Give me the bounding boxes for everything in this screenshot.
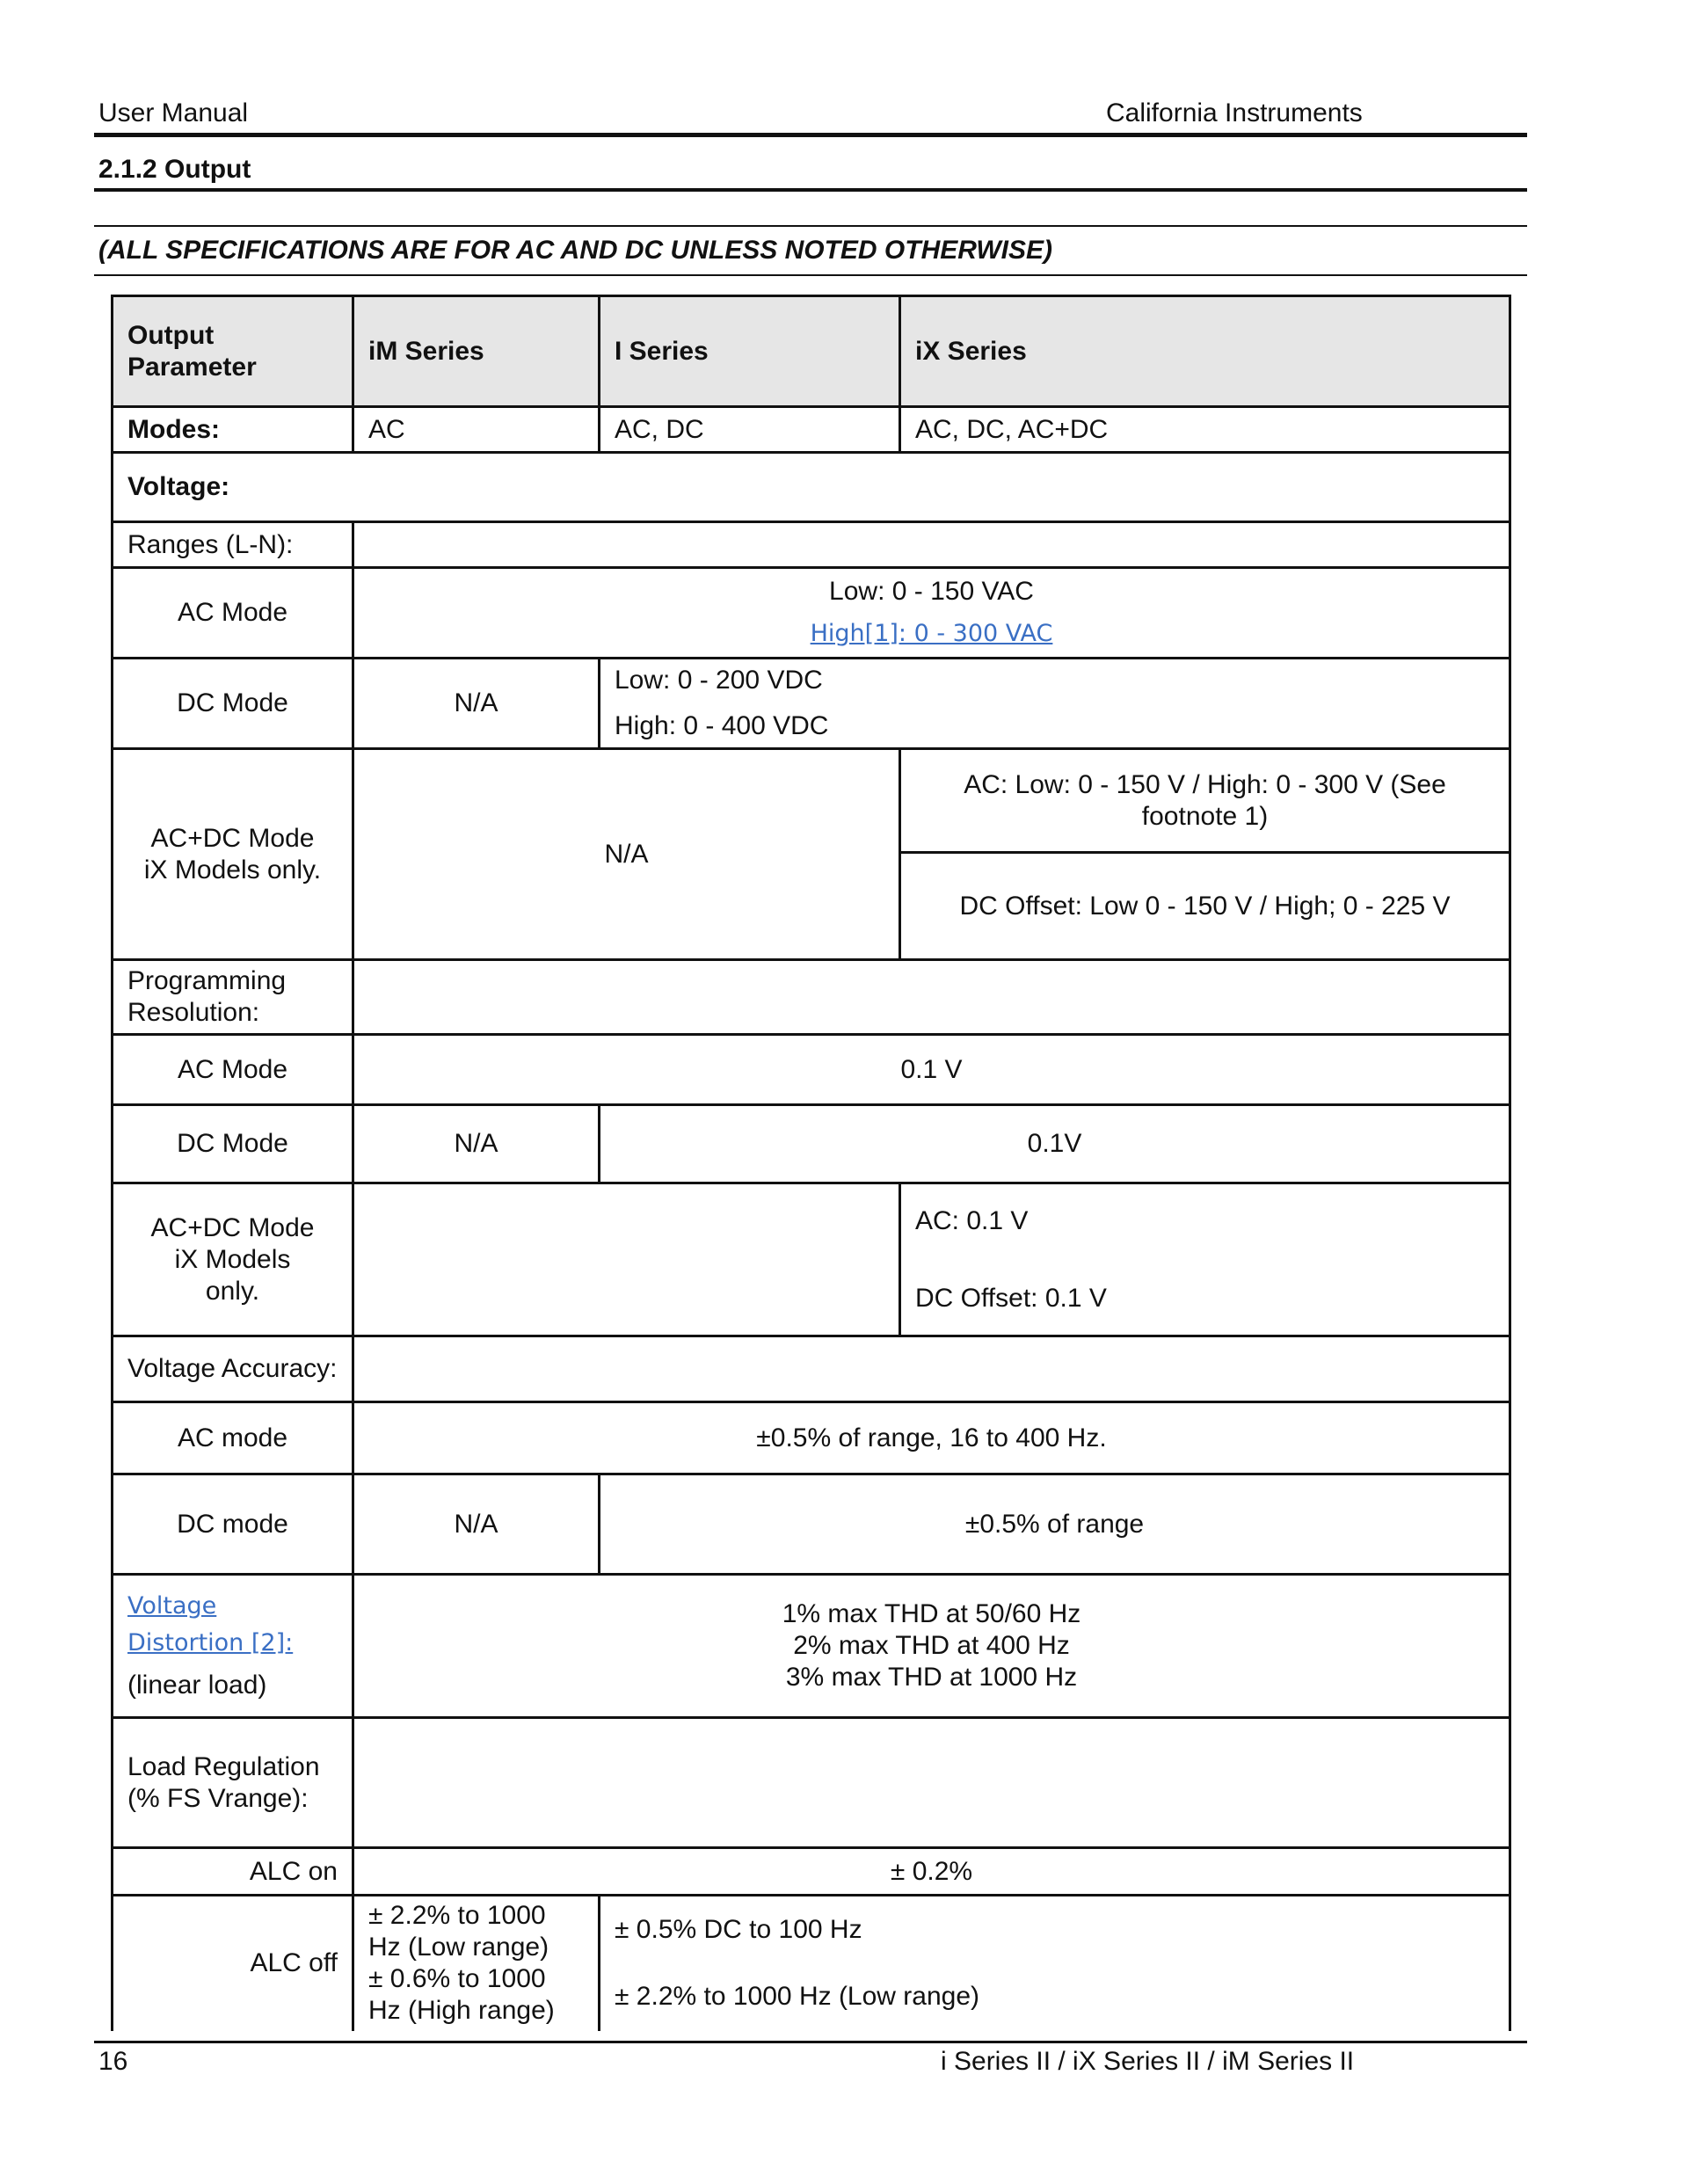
label-line: AC+DC Mode — [150, 1212, 315, 1242]
thd-line: 2% max THD at 400 Hz — [793, 1631, 1070, 1660]
table-row — [113, 749, 1510, 853]
row-label: ALC on — [113, 1848, 353, 1896]
table-row — [113, 1035, 1510, 1105]
header-cell: Output Parameter — [113, 296, 353, 407]
row-label: AC Mode — [113, 1035, 353, 1105]
table-row — [113, 659, 1510, 749]
table-row — [113, 1848, 1510, 1896]
header-left: User Manual — [98, 98, 249, 127]
header-right: California Instruments — [1106, 98, 1363, 127]
table-row — [113, 1183, 1510, 1336]
label-line: only. — [205, 1276, 260, 1306]
cell: N/A — [353, 749, 900, 960]
row-label — [113, 749, 353, 960]
voltage-distortion-link[interactable]: Voltage — [127, 1592, 217, 1620]
row-label: Voltage: — [113, 453, 1510, 522]
row-label: AC Mode — [113, 568, 353, 659]
row-label — [113, 1575, 353, 1718]
cell: AC — [353, 407, 600, 453]
label-line: iX Models only. — [143, 855, 322, 885]
row-label: DC mode — [113, 1474, 353, 1575]
ac-low-range: Low: 0 - 150 VAC — [829, 577, 1034, 606]
table-row — [113, 1474, 1510, 1575]
cell: ±0.5% of range, 16 to 400 Hz. — [353, 1402, 1510, 1474]
alc-off-line: ± 0.5% DC to 100 Hz — [615, 1915, 862, 1945]
cell: 0.1 V — [353, 1035, 1510, 1105]
section-title: 2.1.2 Output — [98, 155, 251, 184]
table-row — [113, 1575, 1510, 1718]
divider — [94, 225, 1527, 227]
alc-off-line: ± 2.2% to 1000 Hz (Low range) — [615, 1982, 980, 2012]
cell: AC, DC — [600, 407, 900, 453]
table-row — [113, 1105, 1510, 1183]
table-row — [113, 453, 1510, 522]
table-row — [113, 1718, 1510, 1848]
table-row — [113, 1896, 1510, 2031]
dc-high-range: High: 0 - 400 VDC — [615, 711, 829, 740]
table-row — [113, 407, 1510, 453]
cell: ± 0.2% — [353, 1848, 1510, 1896]
cell — [353, 1718, 1510, 1848]
row-label: Programming Resolution: — [113, 960, 353, 1035]
cell — [600, 1896, 1510, 2031]
header-cell: iM Series — [353, 296, 600, 407]
footer-rule — [94, 2041, 1527, 2043]
cell — [353, 1575, 1510, 1718]
cell — [900, 1183, 1510, 1336]
cell — [353, 568, 1510, 659]
cell: N/A — [353, 659, 600, 749]
cell: ±0.5% of range — [600, 1474, 1510, 1575]
cell: N/A — [353, 1105, 600, 1183]
cell — [600, 659, 1510, 749]
row-label: DC Mode — [113, 659, 353, 749]
cell: DC Offset: Low 0 - 150 V / High; 0 - 225 V — [900, 853, 1510, 960]
row-label: Modes: — [113, 407, 353, 453]
thd-line: 3% max THD at 1000 Hz — [785, 1663, 1078, 1692]
voltage-distortion-link[interactable]: Distortion [2]: — [127, 1629, 294, 1656]
label-line: iX Models — [174, 1244, 291, 1274]
header-rule — [94, 133, 1527, 137]
row-label: Ranges (L-N): — [113, 522, 353, 568]
cell: N/A — [353, 1474, 600, 1575]
cell: 0.1V — [600, 1105, 1510, 1183]
output-spec-table — [111, 295, 1511, 2031]
cell: AC, DC, AC+DC — [900, 407, 1510, 453]
table-row — [113, 522, 1510, 568]
cell — [353, 522, 1510, 568]
table-row — [113, 1402, 1510, 1474]
spec-note: (ALL SPECIFICATIONS ARE FOR AC AND DC UNLESS NOTED OTHERWISE) — [98, 236, 1053, 265]
label-line: (linear load) — [127, 1671, 267, 1700]
section-rule — [94, 188, 1527, 192]
cell — [353, 1896, 600, 2031]
row-label: AC mode — [113, 1402, 353, 1474]
cell — [353, 1336, 1510, 1402]
label-line: AC+DC Mode — [150, 823, 315, 853]
table-header-row — [113, 296, 1510, 407]
header-cell: iX Series — [900, 296, 1510, 407]
cell: AC: Low: 0 - 150 V / High: 0 - 300 V (See footnote 1) — [900, 749, 1510, 853]
header-cell: I Series — [600, 296, 900, 407]
footer-title: i Series II / iX Series II / iM Series II — [941, 2047, 1355, 2076]
cell — [353, 1183, 900, 1336]
alc-off-im-low: ± 2.2% to 1000 Hz (Low range) — [368, 1901, 549, 1962]
ac-high-range-link[interactable]: High[1]: 0 - 300 VAC — [810, 620, 1053, 647]
divider — [94, 274, 1527, 276]
table-row — [113, 960, 1510, 1035]
dc-low-range: Low: 0 - 200 VDC — [615, 666, 823, 695]
alc-off-im-high: ± 0.6% to 1000 Hz (High range) — [368, 1964, 555, 2026]
row-label: ALC off — [113, 1896, 353, 2031]
row-label: DC Mode — [113, 1105, 353, 1183]
thd-line: 1% max THD at 50/60 Hz — [782, 1599, 1081, 1628]
row-label — [113, 1183, 353, 1336]
row-label: Voltage Accuracy: — [113, 1336, 353, 1402]
row-label: Load Regulation (% FS Vrange): — [113, 1718, 353, 1848]
cell — [353, 960, 1510, 1035]
table-row — [113, 568, 1510, 659]
table-row — [113, 1336, 1510, 1402]
res-dc-offset: DC Offset: 0.1 V — [915, 1283, 1107, 1313]
page-number: 16 — [98, 2047, 128, 2076]
res-ac: AC: 0.1 V — [915, 1205, 1029, 1235]
